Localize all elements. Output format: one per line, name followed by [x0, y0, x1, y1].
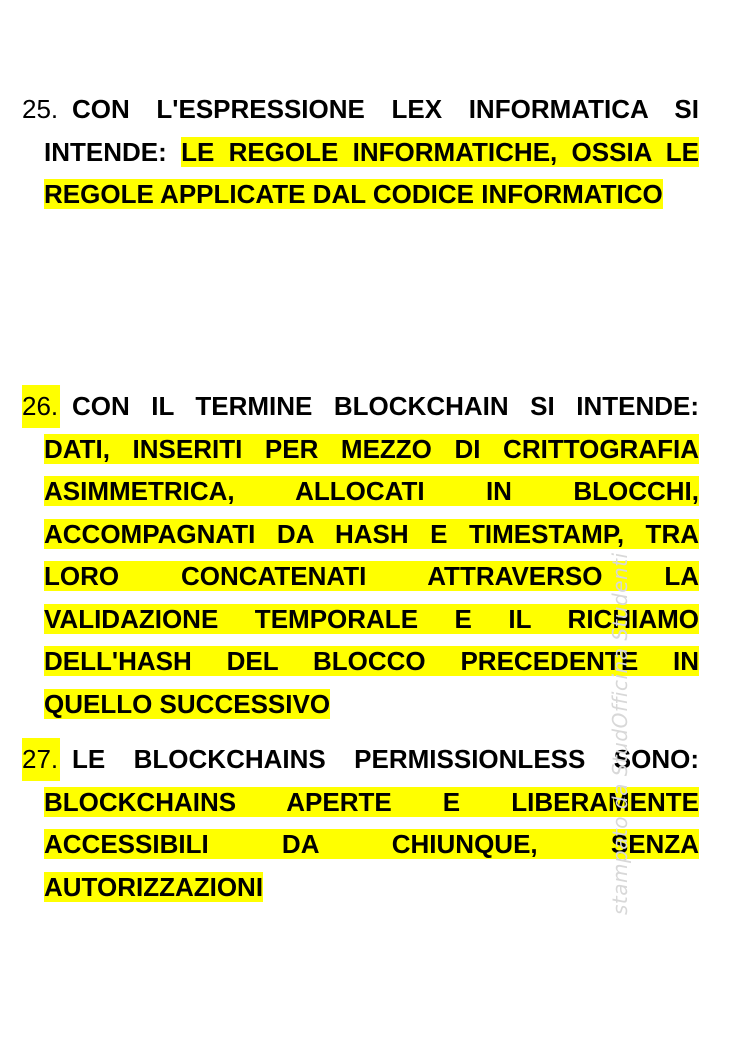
question-item-27: [22, 738, 699, 908]
highlighted-answer: DATI, INSERITI PER MEZZO DI CRITTOGRAFIA ASIMMETRICA, ALLOCATI IN BLOCCHI, ACCOMPAGNATI DA HASH E TIMESTAMP, TRA LORO CONCATENATI ATTRAVERSO LA VALIDAZIONE TEMPORALE E IL RICHIAMO DELL'HASH DEL BLOCCO PRECEDENTE IN QUELLO SUCCESSIVO: [44, 433, 699, 719]
highlighted-answer: BLOCKCHAINS APERTE E LIBERAMENTE ACCESSIBILI DA CHIUNQUE, SENZA AUTORIZZAZIONI: [44, 786, 699, 902]
question-number: 25.: [22, 94, 59, 124]
question-item-25: [22, 88, 699, 216]
watermark-text: stampato da StudOfficina Studenti: [608, 552, 632, 915]
question-number: 27.: [22, 738, 60, 781]
question-number: 26.: [22, 385, 60, 428]
highlighted-answer: LE REGOLE INFORMATICHE, OSSIA LE REGOLE APPLICATE DAL CODICE INFORMATICO: [44, 136, 699, 209]
question-text: CON IL TERMINE BLOCKCHAIN SI INTENDE:: [72, 391, 699, 421]
question-item-26: [22, 385, 699, 725]
question-text: CON L'ESPRESSIONE LEX INFORMATICA SI INTENDE:: [44, 94, 699, 167]
question-text: LE BLOCKCHAINS PERMISSIONLESS SONO:: [72, 744, 699, 774]
